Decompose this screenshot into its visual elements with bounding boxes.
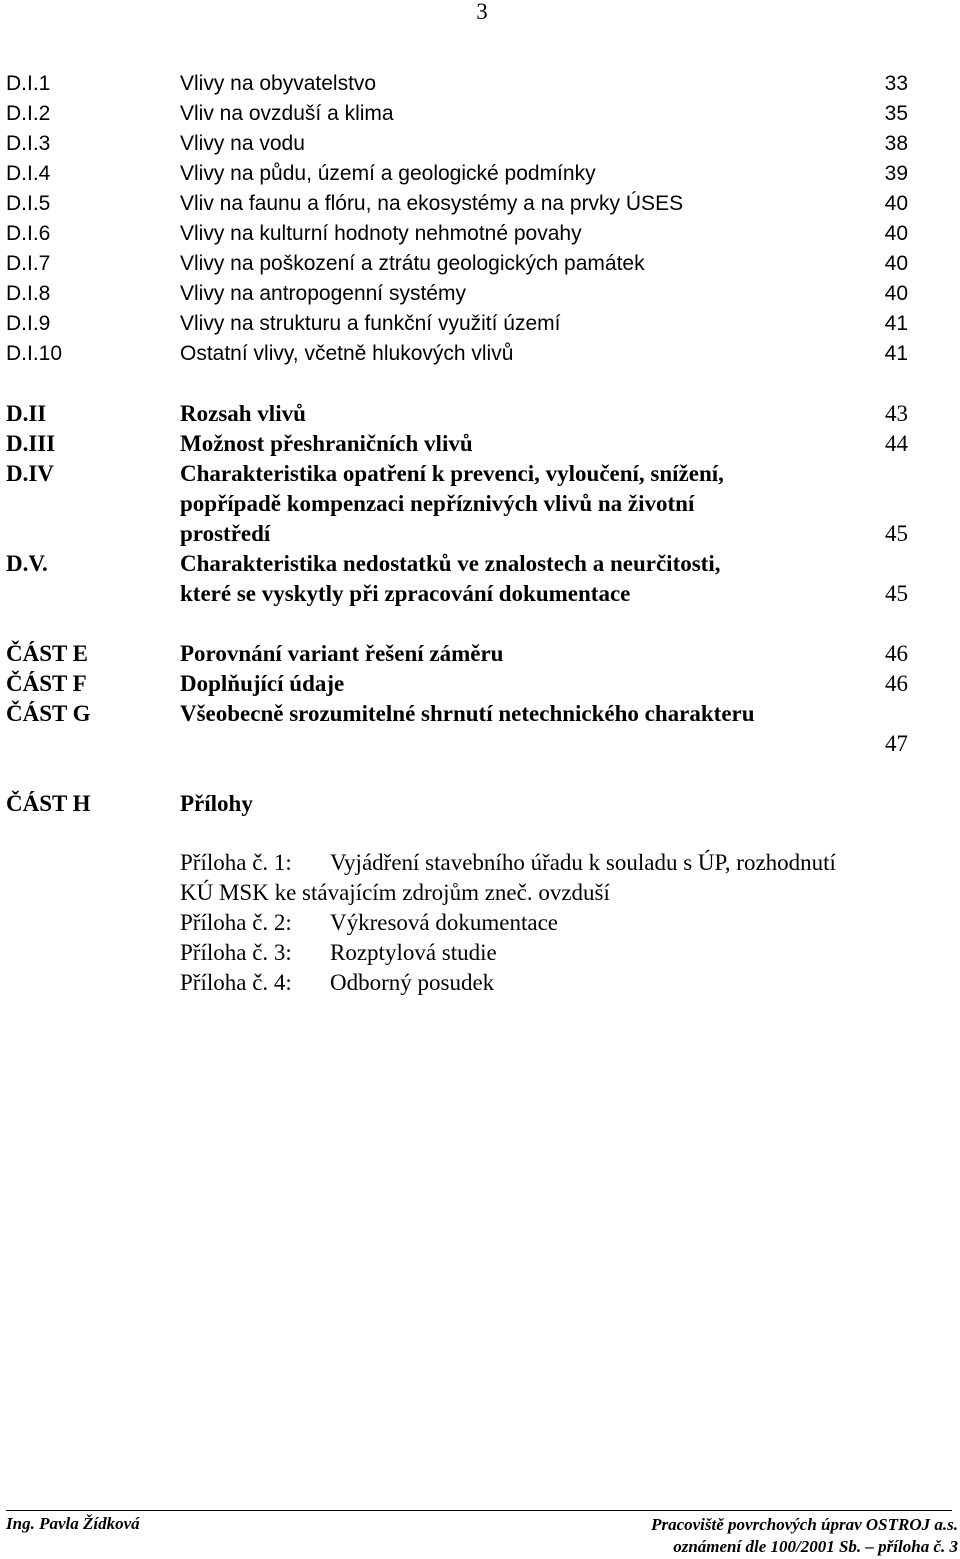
toc-title: Rozsah vlivů <box>180 401 306 426</box>
toc-page: 38 <box>884 132 908 155</box>
toc-page: 35 <box>884 102 908 125</box>
toc-title-line: prostředí <box>180 521 271 546</box>
toc-code: ČÁST F <box>6 671 87 696</box>
footer-divider <box>6 1510 952 1511</box>
toc-code: D.I.9 <box>6 312 51 335</box>
toc-page: 46 <box>885 641 908 666</box>
toc-title: Vlivy na poškození a ztrátu geologických památek <box>180 252 645 275</box>
toc-page: 44 <box>885 431 908 456</box>
toc-code: D.II <box>6 401 47 426</box>
toc-code: D.I.10 <box>6 342 63 365</box>
toc-code: D.III <box>6 431 56 456</box>
toc-title: Přílohy <box>180 791 253 816</box>
attachment-label: Příloha č. 2: <box>180 910 292 935</box>
toc-title: Porovnání variant řešení záměru <box>180 641 504 666</box>
toc-page: 40 <box>884 252 908 275</box>
toc-page: 40 <box>884 222 908 245</box>
toc-page: 41 <box>884 342 908 365</box>
attachment-text: Odborný posudek <box>330 970 495 995</box>
toc-code: D.I.5 <box>6 192 51 215</box>
attachment-label: Příloha č. 4: <box>180 970 292 995</box>
toc-code: D.IV <box>6 461 54 486</box>
toc-code: D.I.6 <box>6 222 51 245</box>
toc-code: D.I.7 <box>6 252 51 275</box>
toc-title: Vlivy na strukturu a funkční využití území <box>180 312 561 335</box>
toc-code: D.I.3 <box>6 132 51 155</box>
toc-page: 33 <box>884 72 908 95</box>
attachment-label: Příloha č. 1: <box>180 850 292 875</box>
toc-title-line: popřípadě kompenzaci nepříznivých vlivů na životní <box>180 491 695 516</box>
toc-title: Vliv na ovzduší a klima <box>180 102 394 125</box>
footer-document: oznámení dle 100/2001 Sb. – příloha č. 3 <box>673 1537 958 1556</box>
toc-title: Vlivy na půdu, území a geologické podmínky <box>180 162 596 185</box>
footer-right-block <box>651 1514 958 1558</box>
toc-page: 47 <box>885 731 908 756</box>
toc-code: D.V. <box>6 551 48 576</box>
attachment-text: Výkresová dokumentace <box>330 910 559 935</box>
page-number: 3 <box>476 0 488 24</box>
attachment-text: Vyjádření stavebního úřadu k souladu s ÚP, rozhodnutí <box>330 850 836 875</box>
toc-title: Doplňující údaje <box>180 671 345 696</box>
toc-page: 39 <box>884 162 908 185</box>
toc-title-line: Charakteristika nedostatků ve znalostech a neurčitosti, <box>180 551 721 576</box>
toc-code: ČÁST G <box>6 701 91 726</box>
toc-title: Ostatní vlivy, včetně hlukových vlivů <box>180 342 514 365</box>
toc-code: D.I.8 <box>6 282 51 305</box>
toc-title: Vlivy na antropogenní systémy <box>180 282 466 305</box>
toc-page: 46 <box>885 671 908 696</box>
toc-title: Vlivy na vodu <box>180 132 305 155</box>
toc-page: 40 <box>884 192 908 215</box>
attachment-text: Rozptylová studie <box>330 940 497 965</box>
attachment-text: KÚ MSK ke stávajícím zdrojům zneč. ovzduší <box>180 880 610 905</box>
toc-code: ČÁST H <box>6 791 91 816</box>
toc-title-line: Charakteristika opatření k prevenci, vyloučení, snížení, <box>180 461 724 486</box>
attachment-label: Příloha č. 3: <box>180 940 292 965</box>
toc-code: D.I.1 <box>6 72 51 95</box>
toc-page: 45 <box>885 581 908 606</box>
toc-title-line: které se vyskytly při zpracování dokumentace <box>180 581 631 606</box>
toc-title: Vliv na faunu a flóru, na ekosystémy a na prvky ÚSES <box>180 192 684 215</box>
toc-title: Možnost přeshraničních vlivů <box>180 431 473 456</box>
footer-author: Ing. Pavla Žídková <box>6 1514 140 1533</box>
toc-page: 41 <box>884 312 908 335</box>
toc-page: 43 <box>885 401 908 426</box>
toc-title: Všeobecně srozumitelné shrnutí netechnického charakteru <box>180 701 755 726</box>
footer-company: Pracoviště povrchových úprav OSTROJ a.s. <box>651 1515 958 1534</box>
toc-title: Vlivy na kulturní hodnoty nehmotné povahy <box>180 222 582 245</box>
toc-code: D.I.2 <box>6 102 51 125</box>
toc-page: 40 <box>884 282 908 305</box>
toc-title: Vlivy na obyvatelstvo <box>180 72 377 95</box>
toc-page: 45 <box>885 521 908 546</box>
toc-code: ČÁST E <box>6 641 89 666</box>
toc-code: D.I.4 <box>6 162 51 185</box>
